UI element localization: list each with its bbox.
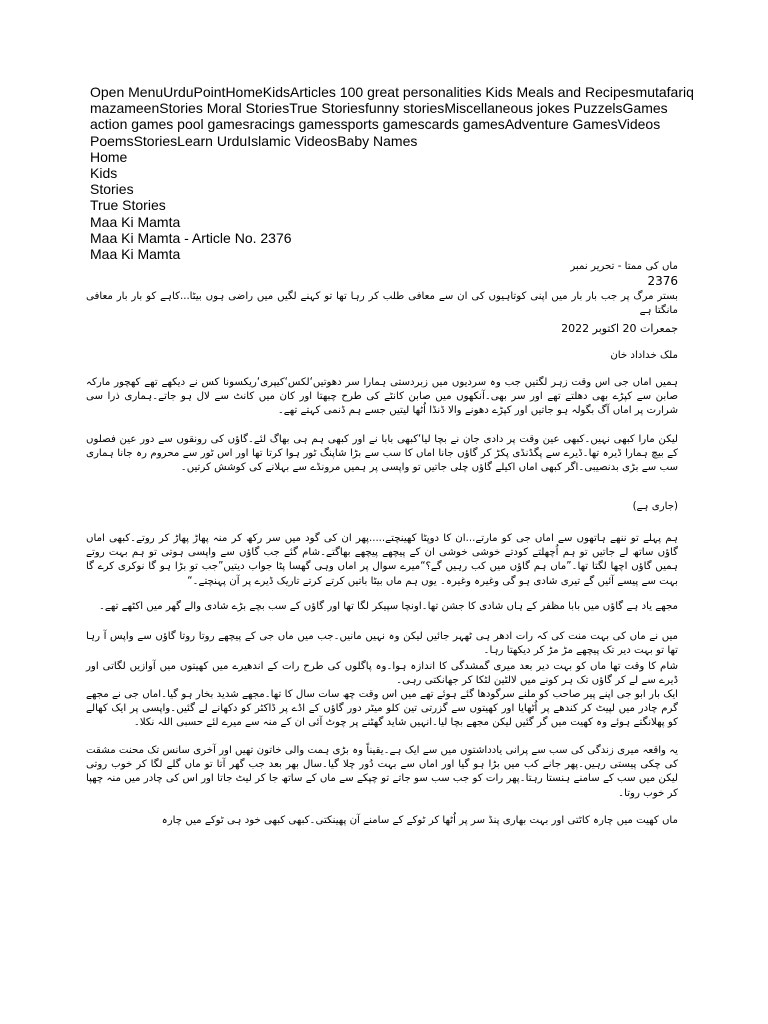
article-summary: بستر مرگ پر جب بار بار میں اپنی کوتاہیوں کی ان سے معافی طلب کر رہا تھا تو کہنے لگیں میں راضی ہوں بیٹا...کاہے کو بار بار معافی مانگتا ہے (86, 291, 678, 317)
nav-kids-meals[interactable]: Kids Meals and Recipes (485, 84, 636, 100)
paragraph-4: مجھے یاد ہے گاؤں میں بابا مظفر کے ہاں شادی کا جشن تھا۔اونچا سپیکر لگا تھا اور گاؤں کے سب بچے بڑے شادی والے گھر میں اکٹھے تھے۔ (98, 601, 678, 612)
nav-home[interactable]: Home (225, 84, 263, 100)
nav-pool-games[interactable]: pool games (177, 116, 250, 133)
nav-sports-games[interactable]: sports games (340, 116, 425, 133)
to-be-continued-1: (جاری ہے) (632, 501, 678, 512)
nav-cards-games[interactable]: cards games (424, 116, 505, 133)
nav-kids[interactable]: Kids (262, 84, 291, 100)
nav-urdupoint[interactable]: UrduPoint (163, 84, 226, 100)
article-number-ur: 2376 (647, 274, 678, 288)
paragraph-9: ماں کھیت میں چارہ کاٹتی اور بہت بھاری پنڈ سر پر اُٹھا کر ٹوکے کے سامنے آن پھینکتی۔کبھی کبھی خود ہی ٹوکے میں چارہ (161, 815, 678, 826)
nav-stories[interactable]: Stories (159, 100, 207, 117)
nav-adventure-games[interactable]: Adventure Games (504, 116, 618, 133)
article-heading: Maa Ki Mamta - Article No. 2376 (90, 229, 292, 246)
paragraph-2: لیکن مارا کبھی نہیں۔کبھی عین وقت پر دادی جان نے بچا لیا‘کبھی بابا نے اور کبھی ہم ہی بھاگ لئے۔گاؤں کی رونقوں سے دور عین فصلوں کے بیچ ہمارا ڈیرہ تھا۔ڈیرے سے پگڈنڈی پکڑ کر گاؤں جانا اماں کا سب سے بڑا شاپنگ ٹور ہوا کرتا تھا اور اس ٹور سے محروم رہ جانا ہماری سب سے بڑی بدنصیبی۔اگر کبھی اماں اکیلے گاؤں چلی جاتیں تو واپسی پر ہمیں مرونڈے سے بہلانے کی کوشش کرتیں۔ (86, 434, 678, 474)
nav-stories-video[interactable]: Stories (133, 132, 178, 149)
paragraph-8: یہ واقعہ میری زندگی کی سب سے پرانی یادداشتوں میں سے ایک ہے۔یقیناً وہ بڑی ہمت والی خاتون تھیں اور آخری سانس تک محنت مشقت کی چکی پیستی رہیں۔پھر جانے کب میں بڑا ہو گیا اور اماں سے بہت دُور چلا گیا۔سال بھر بعد جب گھر آتا تو ماں گلے لگا کر خوب روتی لیکن میں سب کے سامنے ہنستا رہتا۔پھر رات کو جب سب سو جاتے تو چپکے سے ماں کے ساتھ جا کر لیٹ جاتا اور اس کی چادر میں منہ چھپا کر خوب روتا۔ (85, 745, 678, 799)
article-date: جمعرات 20 اکتوبر 2022 (561, 322, 678, 335)
navigation (90, 84, 700, 262)
nav-poems[interactable]: Poems (90, 132, 134, 149)
article-title-ur: ماں کی ممتا - تحریر نمبر (570, 261, 678, 272)
nav-racing-games[interactable]: racings games (249, 116, 341, 133)
nav-puzzels[interactable]: Puzzels (573, 100, 623, 117)
nav-games[interactable]: Games (622, 100, 668, 117)
nav-islamic-videos[interactable]: Islamic Videos (247, 132, 338, 149)
nav-misc-jokes[interactable]: Miscellaneous jokes (444, 100, 570, 117)
breadcrumb-current: Maa Ki Mamta (90, 213, 181, 230)
paragraph-3: ہم پہلے تو ننھے ہاتھوں سے اماں جی کو مارتے...ان کا دوپٹا کھینچتے.....پھر ان کی گود میں سر رکھ کر منہ پھاڑ پھاڑ کر روتے۔کبھی اماں گاؤں ساتھ لے جاتیں تو ہم اُچھلتے کودتے خوشی خوشی ان کے پیچھے پیچھے بھاگتے۔شام گئے جب گاؤں سے واپسی ہوتی تو ہم بہت روتے ہمیں گاؤں اچھا لگتا تھا۔”ماں ہم گاؤں میں کب رہیں گے؟“میرے سوال پر اماں وہی گھسا پٹا جواب دیتیں”جب تو بڑا ہو گا نوکری کرے گا بہت سے پیسے آئیں گے تیری شادی ہو گی وغیرہ وغیرہ۔ یوں ہم ماں بیٹا باتیں کرتے کرتے تاریک ڈیرے پر آن پہنچتے۔“ (86, 533, 678, 587)
breadcrumb-home[interactable]: Home (90, 148, 128, 165)
breadcrumb-stories[interactable]: Stories (90, 181, 134, 198)
article-title-en: Maa Ki Mamta (90, 246, 181, 263)
nav-mutafariq[interactable]: mutafariq mazameen (90, 84, 694, 117)
paragraph-7: ایک بار ابو جی اپنے پیر صاحب کو ملنے سرگودھا گئے ہوئے تھے میں اس وقت چھ سات سال کا تھا۔مجھے شدید بخار ہو گیا۔اماں جی نے مجھے گرم چادر میں لپیٹ کر کندھے پر اُٹھایا اور کھیتوں سے گزرتی تین کلو میٹر دور گاؤں کے اڈے پر ڈاکٹر کو دکھانے لے گئیں۔واپسی پر ایک کھالے کو پھلانگتے ہوئے وہ کھیت میں گر گئیں لیکن مجھے بچا لیا۔انہیں شاید گھٹنے پر چوٹ آئی ان کے منہ سے میرے لئے حسبی اللہ نکلا۔ (86, 689, 678, 729)
nav-funny-stories[interactable]: funny stories (364, 100, 445, 117)
nav-true-stories[interactable]: True Stories (289, 100, 365, 117)
nav-action-games[interactable]: action games (90, 116, 174, 133)
nav-learn-urdu[interactable]: Learn Urdu (177, 132, 248, 149)
article-author: ملک خداداد خان (610, 350, 678, 361)
breadcrumb-true-stories[interactable]: True Stories (90, 197, 166, 214)
paragraph-5: میں نے ماں کی بہت منت کی کہ رات ادھر ہی ٹھہر جائیں لیکن وہ نہیں مانیں۔جب میں ماں جی کے پیچھے روتا روتا گاؤں سے واپس آ رہا تھا تو بہت دیر تک پیچھے مڑ مڑ کر دیکھتا رہا۔ (86, 631, 678, 657)
menu-run (90, 84, 694, 149)
paragraph-6: شام کا وقت تھا ماں کو بہت دیر بعد میری گمشدگی کا اندازہ ہوا۔وہ پاگلوں کی طرح رات کے اندھیرے میں کھیتوں میں آوازیں لگاتی اور ڈیرے سے لے کر گاؤں تک ہر کونے میں لالٹین لٹکا کر جھانکتی رہی۔ (86, 661, 678, 687)
nav-baby-names[interactable]: Baby Names (337, 132, 418, 149)
paragraph-1: ہمیں اماں جی اس وقت زہر لگتیں جب وہ سردیوں میں زبردستی ہمارا سر دھوتیں‘لکس‘کیپری‘ریکسونا کس نے دیکھے تھے کھچور مارکہ صابن سے کپڑے بھی دھلتے تھے اور سر بھی۔آنکھوں میں صابن کانٹے کی طرح چبھتا اور کان میں کانٹ سے لال ہو جاتے۔ہماری ذرا سی شرارت پر اماں آگ بگولہ ہو جاتیں اور کپڑے دھونے والا ڈنڈا اُٹھا لیتیں جسے ہم ڈنمی کہتے تھے۔ (86, 377, 678, 417)
nav-open-menu[interactable]: Open Menu (90, 84, 164, 100)
nav-moral-stories[interactable]: Moral Stories (206, 100, 290, 117)
breadcrumb-kids[interactable]: Kids (90, 165, 118, 182)
nav-videos[interactable]: Videos (617, 116, 661, 133)
nav-articles[interactable]: Articles 100 great personalities (290, 84, 482, 100)
article-meta-ur (86, 260, 678, 288)
